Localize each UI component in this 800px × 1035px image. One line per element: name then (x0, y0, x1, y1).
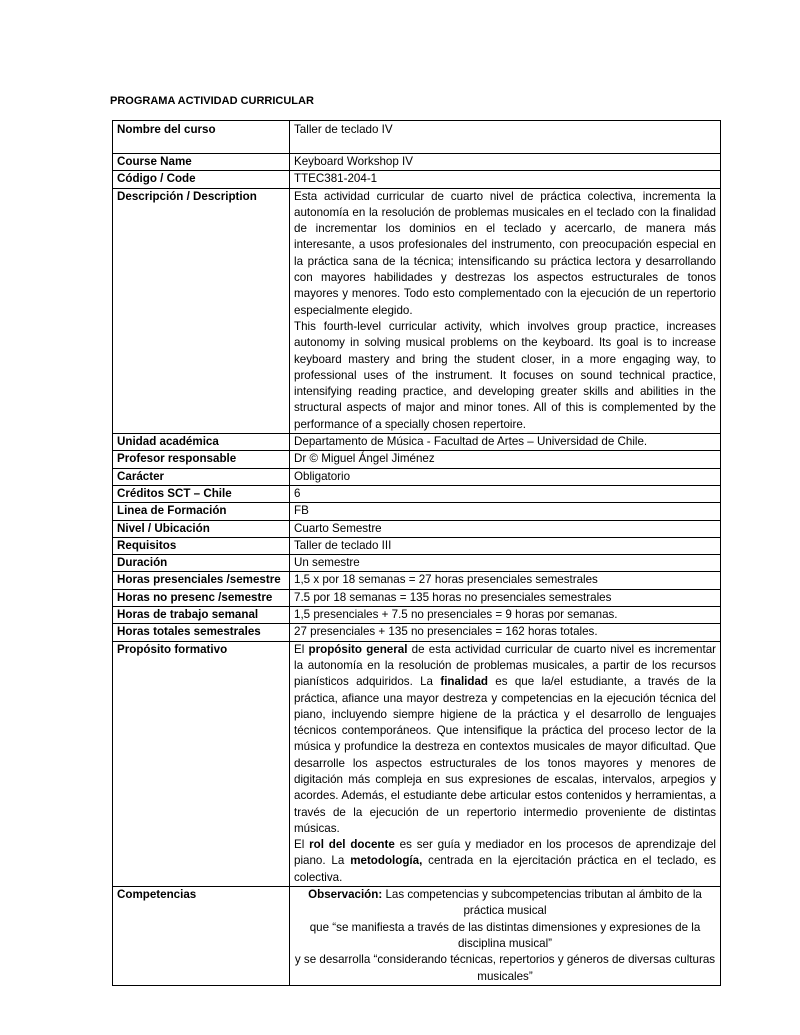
purpose-paragraph-2: El rol del docente es ser guía y mediador en los procesos de aprendizaje del piano. La metodología, centrada en la ejercitación práctica en el teclado, es colectiva. (294, 838, 716, 884)
row-label: Descripción / Description (113, 188, 290, 433)
weekly-hours: 1,5 presenciales + 7.5 no presenciales = 9 horas por semanas. (290, 607, 721, 624)
requirements: Taller de teclado III (290, 537, 721, 554)
table-row (113, 589, 721, 606)
course-name-en: Keyboard Workshop IV (290, 154, 721, 171)
table-row (113, 485, 721, 502)
table-row (113, 188, 721, 433)
row-label: Propósito formativo (113, 641, 290, 886)
page-title: PROGRAMA ACTIVIDAD CURRICULAR (110, 95, 314, 107)
observation-line-1: Observación: Las competencias y subcompetencias tributan al ámbito de la práctica musical (308, 888, 702, 918)
purpose-cell (290, 641, 721, 886)
row-label: Nivel / Ubicación (113, 520, 290, 537)
row-label: Profesor responsable (113, 451, 290, 468)
character: Obligatorio (290, 468, 721, 485)
total-hours: 27 presenciales + 135 no presenciales = 162 horas totales. (290, 624, 721, 641)
row-label: Horas no presenc /semestre (113, 589, 290, 606)
description-en: This fourth-level curricular activity, which involves group practice, increases autonomy in solving musical problems on the keyboard. Its goal is to increase keyboard mastery and bring the student closer, in a more engaging way, to professional uses of the instrument. It focuses on sound technical practice, intensifying reading practice, and developing greater skills and abilities in the structural aspects of major and minor tones. All of this is complemented by the performance of a specially chosen repertoire. (294, 319, 716, 431)
table-row (113, 154, 721, 171)
table-row (113, 641, 721, 886)
row-label: Requisitos (113, 537, 290, 554)
remote-hours: 7.5 por 18 semanas = 135 horas no presenciales semestrales (290, 589, 721, 606)
row-label: Horas totales semestrales (113, 624, 290, 641)
observation-line-2: que “se manifiesta a través de las distintas dimensiones y expresiones de la disciplina musical” (309, 920, 701, 950)
credits: 6 (290, 485, 721, 502)
training-line: FB (290, 503, 721, 520)
table-row (113, 572, 721, 589)
row-label: Competencias (113, 887, 290, 986)
table-row (113, 451, 721, 468)
academic-unit: Departamento de Música - Facultad de Artes – Universidad de Chile. (290, 434, 721, 451)
row-label: Carácter (113, 468, 290, 485)
table-row (113, 624, 721, 641)
row-label: Horas de trabajo semanal (113, 607, 290, 624)
row-label: Unidad académica (113, 434, 290, 451)
row-label: Código / Code (113, 171, 290, 188)
row-label: Course Name (113, 154, 290, 171)
row-label: Linea de Formación (113, 503, 290, 520)
row-label: Horas presenciales /semestre (113, 572, 290, 589)
duration: Un semestre (290, 555, 721, 572)
program-table (112, 120, 721, 986)
purpose-paragraph-1: El propósito general de esta actividad curricular de cuarto nivel es incrementar la autonomía en la resolución de problemas musicales, a partir de los recursos pianísticos adquiridos. La finalidad es que la/el estudiante, a través de la práctica, afiance una mayor destreza y competencias en la ejecución técnica del piano, incluyendo siempre higiene de la práctica y el desarrollo de lenguajes técnicos contemporáneos. Que intensifique la práctica del proceso lector de la música y profundice la destreza en contextos musicales de mayor dificultad. Que desarrolle los aspectos estructurales de los tonos mayores y menores de digitación más compleja en sus expresiones de escalas, intervalos, arpegios y acordes. Además, el estudiante debe articular estos contenidos y herramientas, a través de la ejecución de un repertorio intermedio proveniente de distintas músicas. (294, 642, 716, 835)
professor: Dr © Miguel Ángel Jiménez (290, 451, 721, 468)
description-es: Esta actividad curricular de cuarto nivel de práctica colectiva, incrementa la autonomía en la resolución de problemas musicales en el teclado con la finalidad de incrementar los dominios en el teclado y acercarlo, de manera más interesante, a usos profesionales del instrumento, con preocupación especial en la práctica sana de la técnica; intensificando su práctica lectora y desarrollando con mayores habilidades y destrezas los aspectos estructurales de tonos mayores y menores. Todo esto complementado con la ejecución de un repertorio especialmente elegido. (294, 189, 716, 317)
table-row (113, 503, 721, 520)
competencies-note (290, 887, 721, 986)
table-row (113, 887, 721, 986)
level: Cuarto Semestre (290, 520, 721, 537)
observation-line-3: y se desarrolla “considerando técnicas, repertorios y géneros de diversas culturas musicales” (294, 953, 716, 983)
table-row (113, 171, 721, 188)
row-label: Duración (113, 555, 290, 572)
description-cell (290, 188, 721, 433)
table-row (113, 468, 721, 485)
table-row (113, 607, 721, 624)
course-code: TTEC381-204-1 (290, 171, 721, 188)
table-row (113, 121, 721, 154)
in-person-hours: 1,5 x por 18 semanas = 27 horas presenciales semestrales (290, 572, 721, 589)
table-row (113, 520, 721, 537)
row-label: Créditos SCT – Chile (113, 485, 290, 502)
course-name-es: Taller de teclado IV (290, 121, 721, 154)
table-row (113, 434, 721, 451)
table-row (113, 555, 721, 572)
row-label: Nombre del curso (113, 121, 290, 154)
table-row (113, 537, 721, 554)
